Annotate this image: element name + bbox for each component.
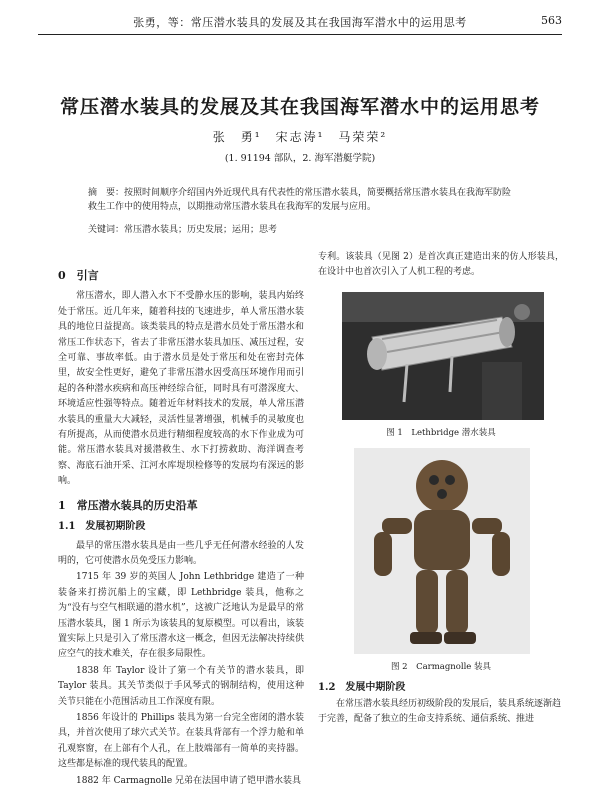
header-rule xyxy=(38,34,562,35)
subsection-heading: 1.1 发展初期阶段 xyxy=(58,521,146,533)
paragraph: 1838 年 Taylor 设计了第一个有关节的潜水装具，即 Taylor 装具。其关节类似于手风琴式的钢制结构，使用这种关节只能在小范围活动且工作深度有限。 xyxy=(58,665,304,707)
figure-1-image xyxy=(342,292,544,420)
paragraph: 常压潜水，即人潜入水下不受静水压的影响，装具内始终处于常压。近几年来，随着科技的飞速进步，单人常压潜水装具的地位日益提高。该类装具的特点是潜水员处于常压潜水和常压工作状态下，省去了非常压潜水装具加压、减压过程，安全可靠、事故率低。由于潜水员是处于常压和处在密封壳体里，故安全性更好，避免了非常压潜水因受高压环境作用而引起的各种潜水疾病和高压神经综合征，同时具有可潜深度大、环境适应性强等特点。随着近年材料技术的发展，单人常压潜水装具的重量大大减轻，灵活性显著增强，机械手的灵敏度也有所提高，从而使潜水员进行精细程度较高的水下作业成为可能。常压潜水装具对援潜救生、水下打捞救助、海洋调查考察、海底石油开采、江河水库堤坝检修等的发展均有深远的影响。 xyxy=(58,291,304,487)
paragraph: 1715 年 39 岁的英国人 John Lethbridge 建造了一种装备来打捞沉船上的宝藏，即 Lethbridge 装具，他称之为“没有与空气相联通的潜水机”，这被广泛地认为是最早的常压潜水装具，图 1 所示为该装具的复原模型。可以看出，该装置实际上只是引入了常压潜水这一概念，但因无法解决持续供应空气的技术难关，存在很多局限性。 xyxy=(58,572,304,660)
affiliation: (1. 91194 部队，2. 海军潜艇学院) xyxy=(224,153,376,164)
right-column-intro xyxy=(318,250,564,282)
section-heading: 1 常压潜水装具的历史沿革 xyxy=(58,498,198,512)
page-number: 563 xyxy=(541,14,562,27)
paragraph: 1882 年 Carmagnolle 兄弟在法国申请了铠甲潜水装具 xyxy=(76,775,302,786)
figure-2-caption: 图 2 Carmagnolle 装具 xyxy=(390,662,492,672)
paragraph: 在常压潜水装具经历初级阶段的发展后，装具系统逐渐趋于完善，配备了独立的生命支持系统、通信系统、推进 xyxy=(318,699,562,724)
authors: 张 勇¹ 宋志涛¹ 马荣荣² xyxy=(212,130,388,144)
paragraph: 1856 年设计的 Phillips 装具为第一台完全密闭的潜水装具，并首次使用了球穴式关节。在装具背部有一个浮力舱和单孔观察窗，在上部有个人孔，在上肢端部有一简单的夹持器。这些都是标准的现代装具的配置。 xyxy=(58,712,304,770)
left-column xyxy=(58,260,304,790)
figure-1-lethbridge-photo xyxy=(342,292,544,420)
paper-title: 常压潜水装具的发展及其在我国海军潜水中的运用思考 xyxy=(59,96,540,118)
keywords: 关键词：常压潜水装具；历史发展；运用；思考 xyxy=(88,225,278,235)
subsection-heading: 1.2 发展中期阶段 xyxy=(318,682,406,693)
running-header xyxy=(0,0,600,40)
figure-1-caption: 图 1 Lethbridge 潜水装具 xyxy=(386,428,496,438)
figure-2-image xyxy=(354,448,530,654)
paragraph: 专利。该装具（见图 2）是首次真正建造出来的仿人形装具，在设计中也首次引入了人机工程的考虑。 xyxy=(318,252,564,278)
running-title: 张勇，等：常压潜水装具的发展及其在我国海军潜水中的运用思考 xyxy=(133,16,467,29)
paragraph: 最早的常压潜水装具是由一些几乎无任何潜水经验的人发明的，它可使潜水员免受压力影响。 xyxy=(58,540,304,566)
figure-2-carmagnolle-photo xyxy=(354,448,530,654)
right-column-bottom xyxy=(318,680,564,727)
section-heading: 0 引言 xyxy=(58,269,99,282)
abstract: 摘 要：按照时间顺序介绍国内外近现代具有代表性的常压潜水装具，简要概括常压潜水装具在我海军防险救生工作中的使用特点，以期推动常压潜水装具在我海军的发展与应用。 xyxy=(88,188,512,212)
